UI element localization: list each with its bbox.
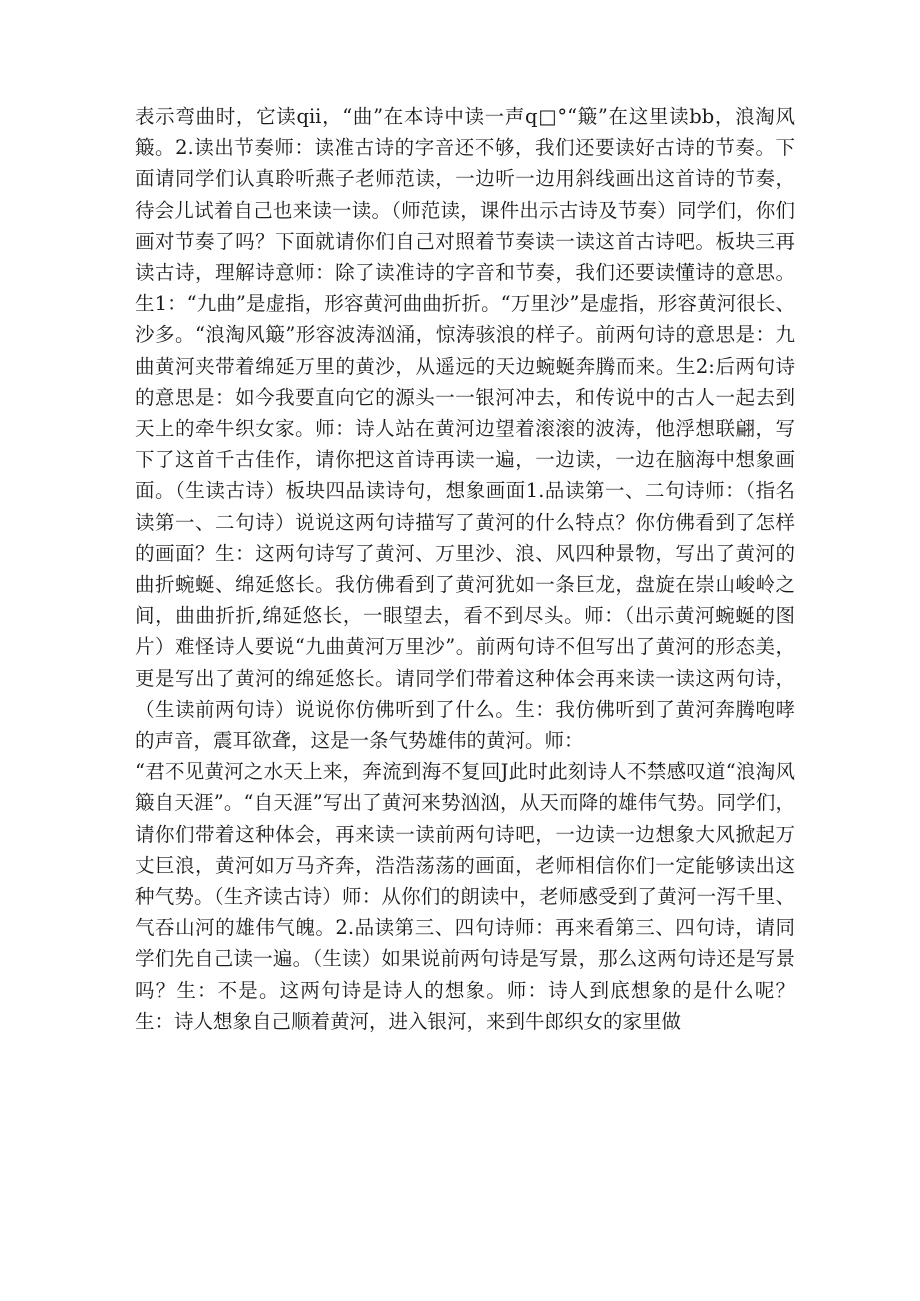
paragraph-2: “君不见黄河之水天上来，奔流到海不复回J此时此刻诗人不禁感叹道“浪淘风簸自天涯”。“自天涯”写出了黄河来势汹汹，从天而降的雄伟气势。同学们，请你们带着这种体会，再来读一读前两句诗吧，一边读一边想象大风掀起万丈巨浪，黄河如万马齐奔，浩浩荡荡的画面，老师相信你们一定能够读出这种气势。（生齐读古诗）师：从你们的朗读中，老师感受到了黄河一泻千里、气吞山河的雄伟气魄。2.品读第三、四句诗师：再来看第三、四句诗，请同学们先自己读一遍。（生读）如果说前两句诗是写景，那么这两句诗还是写景吗？生：不是。这两句诗是诗人的想象。师：诗人到底想象的是什么呢？生：诗人想象自己顺着黄河，进入银河，来到牛郎织女的家里做 [135, 760, 795, 1033]
paragraph-1: 表示弯曲时，它读qii，“曲”在本诗中读一声q□°“簸”在这里读bb，浪淘风簸。2.读出节奏师：读准古诗的字音还不够，我们还要读好古诗的节奏。下面请同学们认真聆听燕子老师范读，一边听一边用斜线画出这首诗的节奏，待会儿试着自己也来读一读。（师范读，课件出示古诗及节奏）同学们，你们画对节奏了吗？下面就请你们自己对照着节奏读一读这首古诗吧。板块三再读古诗，理解诗意师：除了读准诗的字音和节奏，我们还要读懂诗的意思。生1：“九曲”是虚指，形容黄河曲曲折折。“万里沙”是虚指，形容黄河很长、沙多。“浪淘风簸”形容波涛汹涌，惊涛骇浪的样子。前两句诗的意思是：九曲黄河夹带着绵延万里的黄沙，从遥远的天边蜿蜒奔腾而来。生2:后两句诗的意思是：如今我要直向它的源头一一银河冲去，和传说中的古人一起去到天上的牵牛织女家。师：诗人站在黄河边望着滚滚的波涛，他浮想联翩，写下了这首千古佳作，请你把这首诗再读一遍，一边读，一边在脑海中想象画面。（生读古诗）板块四品读诗句，想象画面1.品读第一、二句诗师：（指名读第一、二句诗）说说这两句诗描写了黄河的什么特点？你仿佛看到了怎样的画面？生：这两句诗写了黄河、万里沙、浪、风四种景物，写出了黄河的曲折蜿蜒、绵延悠长。我仿佛看到了黄河犹如一条巨龙，盘旋在崇山峻岭之间，曲曲折折,绵延悠长，一眼望去，看不到尽头。师：（出示黄河蜿蜒的图片）难怪诗人要说“九曲黄河万里沙”。前两句诗不但写出了黄河的形态美，更是写出了黄河的绵延悠长。请同学们带着这种体会再来读一读这两句诗，（生读前两句诗）说说你仿佛听到了什么。生：我仿佛听到了黄河奔腾咆哮的声音，震耳欲聋，这是一条气势雄伟的黄河。师： [135, 105, 795, 753]
document-body [135, 101, 795, 1037]
